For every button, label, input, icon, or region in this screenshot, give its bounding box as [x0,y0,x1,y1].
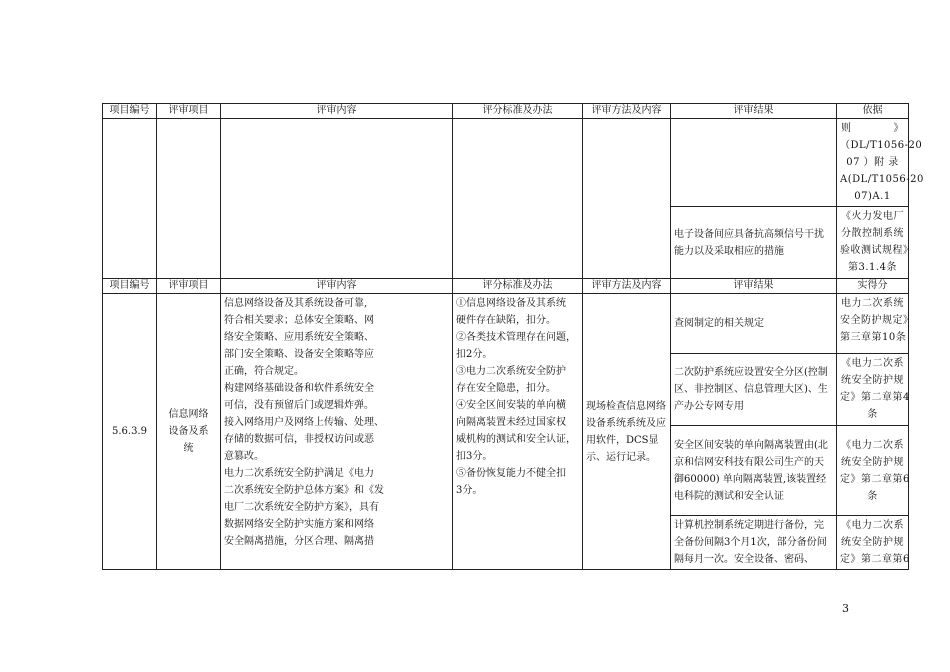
result-cell: 查阅制定的相关规定 [671,294,837,354]
empty-cell [221,119,453,279]
header-cell: 评分标准及办法 [453,104,583,119]
header-cell: 项目编号 [103,104,157,119]
table-row [103,294,909,354]
basis-cell: 则 》 （DL/T1056-20 07 ）附 录 A(DL/T1056-20 07)A.1 [837,119,909,207]
page-number: 3 [842,602,849,615]
header-cell: 评审项目 [157,104,221,119]
header-cell: 评审方法及内容 [583,104,671,119]
header-cell: 实得分 [837,279,909,294]
score-cell: 《电力二次系 统安全防护规 定》第二章第4 条 [837,354,909,426]
header-cell: 评分标准及办法 [453,279,583,294]
item-id: 5.6.3.9 [103,294,157,570]
item-content: 信息网络设备及其系统设备可靠, 符合相关要求；总体安全策略、网 络安全策略、应用系统安全策略、 部门安全策略、设备安全策略等应 正确，符合规定。 构建网络基础设备和软件系统安全 可信，没有预留后门或逻辑炸弹。 接入网络用户及网络上传输、处理、 存储的数据可信，非授权访问或恶 意篡改。 电力二次系统安全防护满足《电力 二次系统安全防护总体方案》和《发 电厂二次系统安全防护方案》，具有 数据网络安全防护实施方案和网络 安全隔离措施，分区合理、隔离措 [221,294,453,570]
empty-cell [103,119,157,279]
result-cell [671,119,837,207]
empty-cell [453,119,583,279]
item-scoring: ①信息网络设备及其系统 硬件存在缺陷，扣分。 ②各类技术管理存在问题， 扣2分。 ③电力二次系统安全防护 存在安全隐患，扣分。 ④安全区间安装的单向横 向隔离装置未经过国家权 威机构的测试和安全认证， 扣3分。 ⑤备份恢复能力不健全扣 3分。 [453,294,583,570]
score-cell: 电力二次系统 安全防护规定》 第三章第10条 [837,294,909,354]
item-method: 现场检查信息网络设备系统系统及应用软件，DCS显示、运行记录。 [583,294,671,570]
result-cell: 电子设备间应具备抗高频信号干扰能力以及采取相应的措施 [671,207,837,279]
result-cell: 二次防护系统应设置安全分区(控制区、非控制区、信息管理大区)、生产办公专网专用 [671,354,837,426]
empty-cell [157,119,221,279]
header-cell: 评审结果 [671,279,837,294]
header-cell: 评审内容 [221,279,453,294]
header-cell: 评审项目 [157,279,221,294]
header-cell: 评审方法及内容 [583,279,671,294]
review-table [102,103,924,570]
empty-cell [583,119,671,279]
header-cell: 依据 [837,104,909,119]
header-cell: 评审内容 [221,104,453,119]
result-cell: 计算机控制系统定期进行备份，完全备份间隔3个月1次，部分备份间隔每月一次。安全设备、密码、 [671,516,837,570]
header-cell: 评审结果 [671,104,837,119]
basis-cell: 《火力发电厂 分散控制系统 验收测试规程》 第3.1.4条 [837,207,909,279]
header-row-bottom [103,279,909,294]
table-row [103,119,909,207]
header-cell: 项目编号 [103,279,157,294]
score-cell: 《电力二次系 统安全防护规 定》第二章第6 [837,516,909,570]
score-cell: 《电力二次系 统安全防护规 定》第二章第6 条 [837,426,909,516]
item-project: 信息网络 设备及系 统 [157,294,221,570]
header-row-top [103,104,909,119]
result-cell: 安全区间安装的单向隔离装置由(北京和信网安科技有限公司生产的天御60000) 单向隔离装置,该装置经电科院的测试和安全认证 [671,426,837,516]
